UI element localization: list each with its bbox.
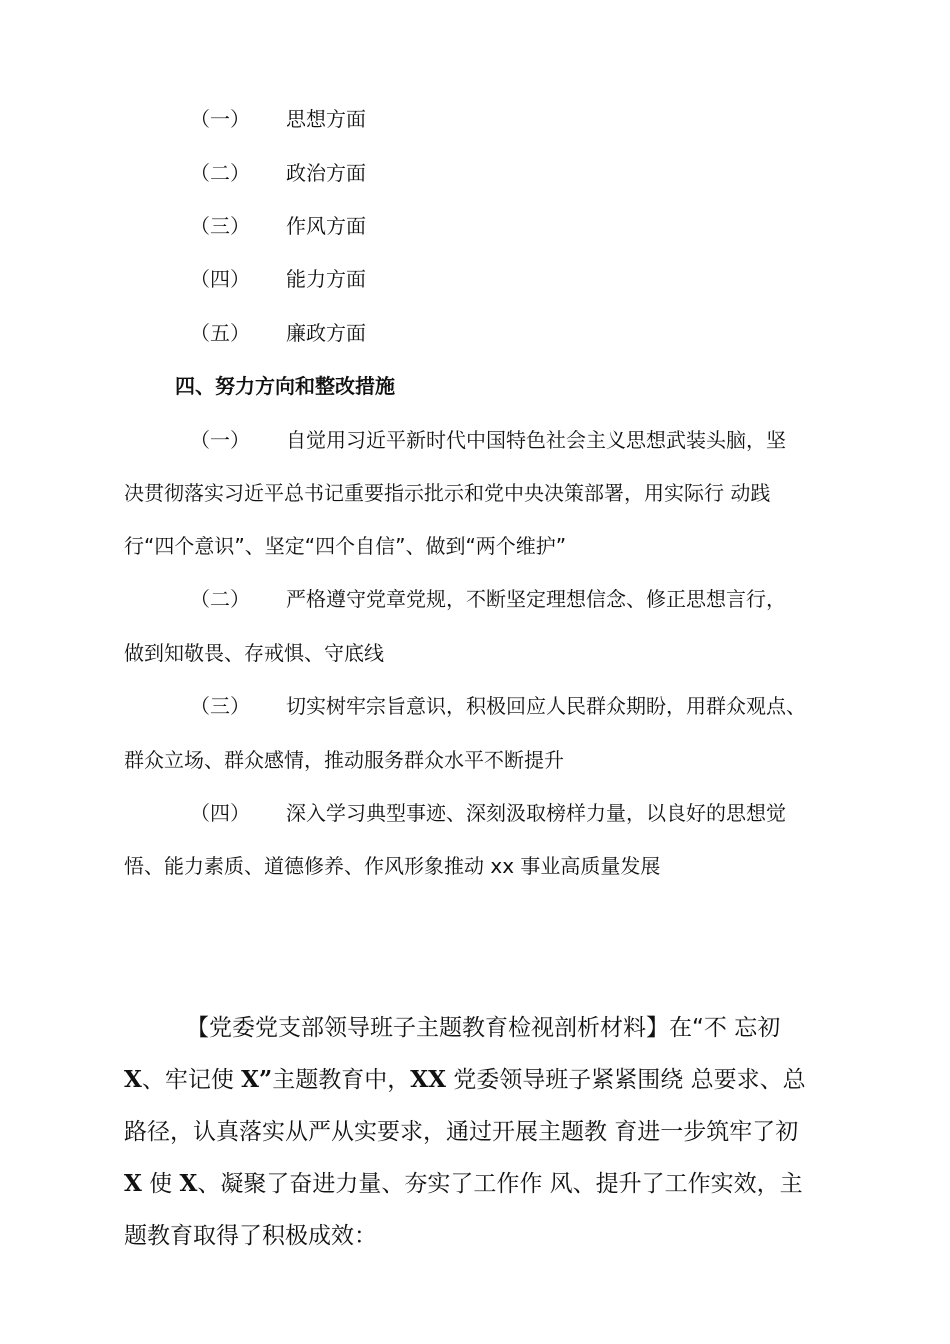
section3-item-5-num: （五）	[190, 321, 250, 345]
section4-item-2-text2: 做到知敬畏、存戒惧、守底线	[124, 641, 384, 665]
article-line-4	[124, 1166, 803, 1202]
section3-item-3-title: 作风方面	[286, 214, 366, 238]
article-text-2c: X”	[241, 1066, 273, 1093]
section3-item-2-num: （二）	[190, 161, 250, 185]
article-text-2f: 党委领导班子紧紧围绕 总要求、总	[445, 1067, 806, 1093]
article-text-1: 【党委党支部领导班子主题教育检视剖析材料】在“不 忘初	[186, 1015, 781, 1041]
article-text-2b: 、牢记使	[141, 1067, 242, 1093]
article-text-4a: X	[124, 1170, 142, 1197]
section4-heading: 四、努力方向和整改措施	[175, 374, 395, 398]
section3-item-2-title: 政治方面	[286, 161, 366, 185]
article-text-2e: XX	[410, 1066, 446, 1093]
article-line-5	[124, 1218, 377, 1254]
article-text-2d: 主题教育中，	[272, 1067, 411, 1093]
article-text-4c: X	[179, 1170, 198, 1197]
article-line-1	[186, 1010, 780, 1046]
section3-item-5-title: 廉政方面	[286, 321, 366, 345]
section3-item-3-num: （三）	[190, 214, 250, 238]
section4-item-2-num: （二）	[190, 587, 250, 611]
article-text-3: 路径，认真落实从严从实要求，通过开展主题教 育进一步筑牢了初	[124, 1119, 799, 1145]
article-text-4b: 使	[141, 1171, 180, 1197]
section4-item-1-text2: 决贯彻落实习近平总书记重要指示批示和党中央决策部署，用实际行 动践	[124, 481, 771, 505]
section3-item-4-title: 能力方面	[286, 267, 366, 291]
section4-item-4-text1: 深入学习典型事迹、深刻汲取榜样力量，以良好的思想觉	[286, 801, 786, 825]
section4-item-1-text1: 自觉用习近平新时代中国特色社会主义思想武装头脑，坚	[286, 428, 786, 452]
section3-item-4-num: （四）	[190, 267, 250, 291]
section4-item-3-num: （三）	[190, 694, 250, 718]
article-text-4d: 、凝聚了奋进力量、夯实了工作作 风、提升了工作实效，主	[197, 1171, 803, 1197]
section4-item-3-text1: 切实树牢宗旨意识，积极回应人民群众期盼，用群众观点、	[286, 694, 806, 718]
article-line-3	[124, 1114, 798, 1150]
section4-item-3-text2: 群众立场、群众感情，推动服务群众水平不断提升	[124, 748, 564, 772]
article-line-2	[124, 1062, 806, 1098]
section4-item-1-text3: 行“四个意识”、坚定“四个自信”、做到“两个维护”	[124, 534, 567, 558]
section4-item-1-num: （一）	[190, 428, 250, 452]
article-text-5: 题教育取得了积极成效：	[124, 1223, 377, 1249]
section4-item-4-num: （四）	[190, 801, 250, 825]
section3-item-1-num: （一）	[190, 107, 250, 131]
section4-item-4-text2: 悟、能力素质、道德修养、作风形象推动 xx 事业高质量发展	[124, 854, 661, 878]
article-text-2a: X	[124, 1066, 142, 1093]
section3-item-1-title: 思想方面	[286, 107, 366, 131]
section4-item-2-text1: 严格遵守党章党规，不断坚定理想信念、修正思想言行，	[286, 587, 786, 611]
